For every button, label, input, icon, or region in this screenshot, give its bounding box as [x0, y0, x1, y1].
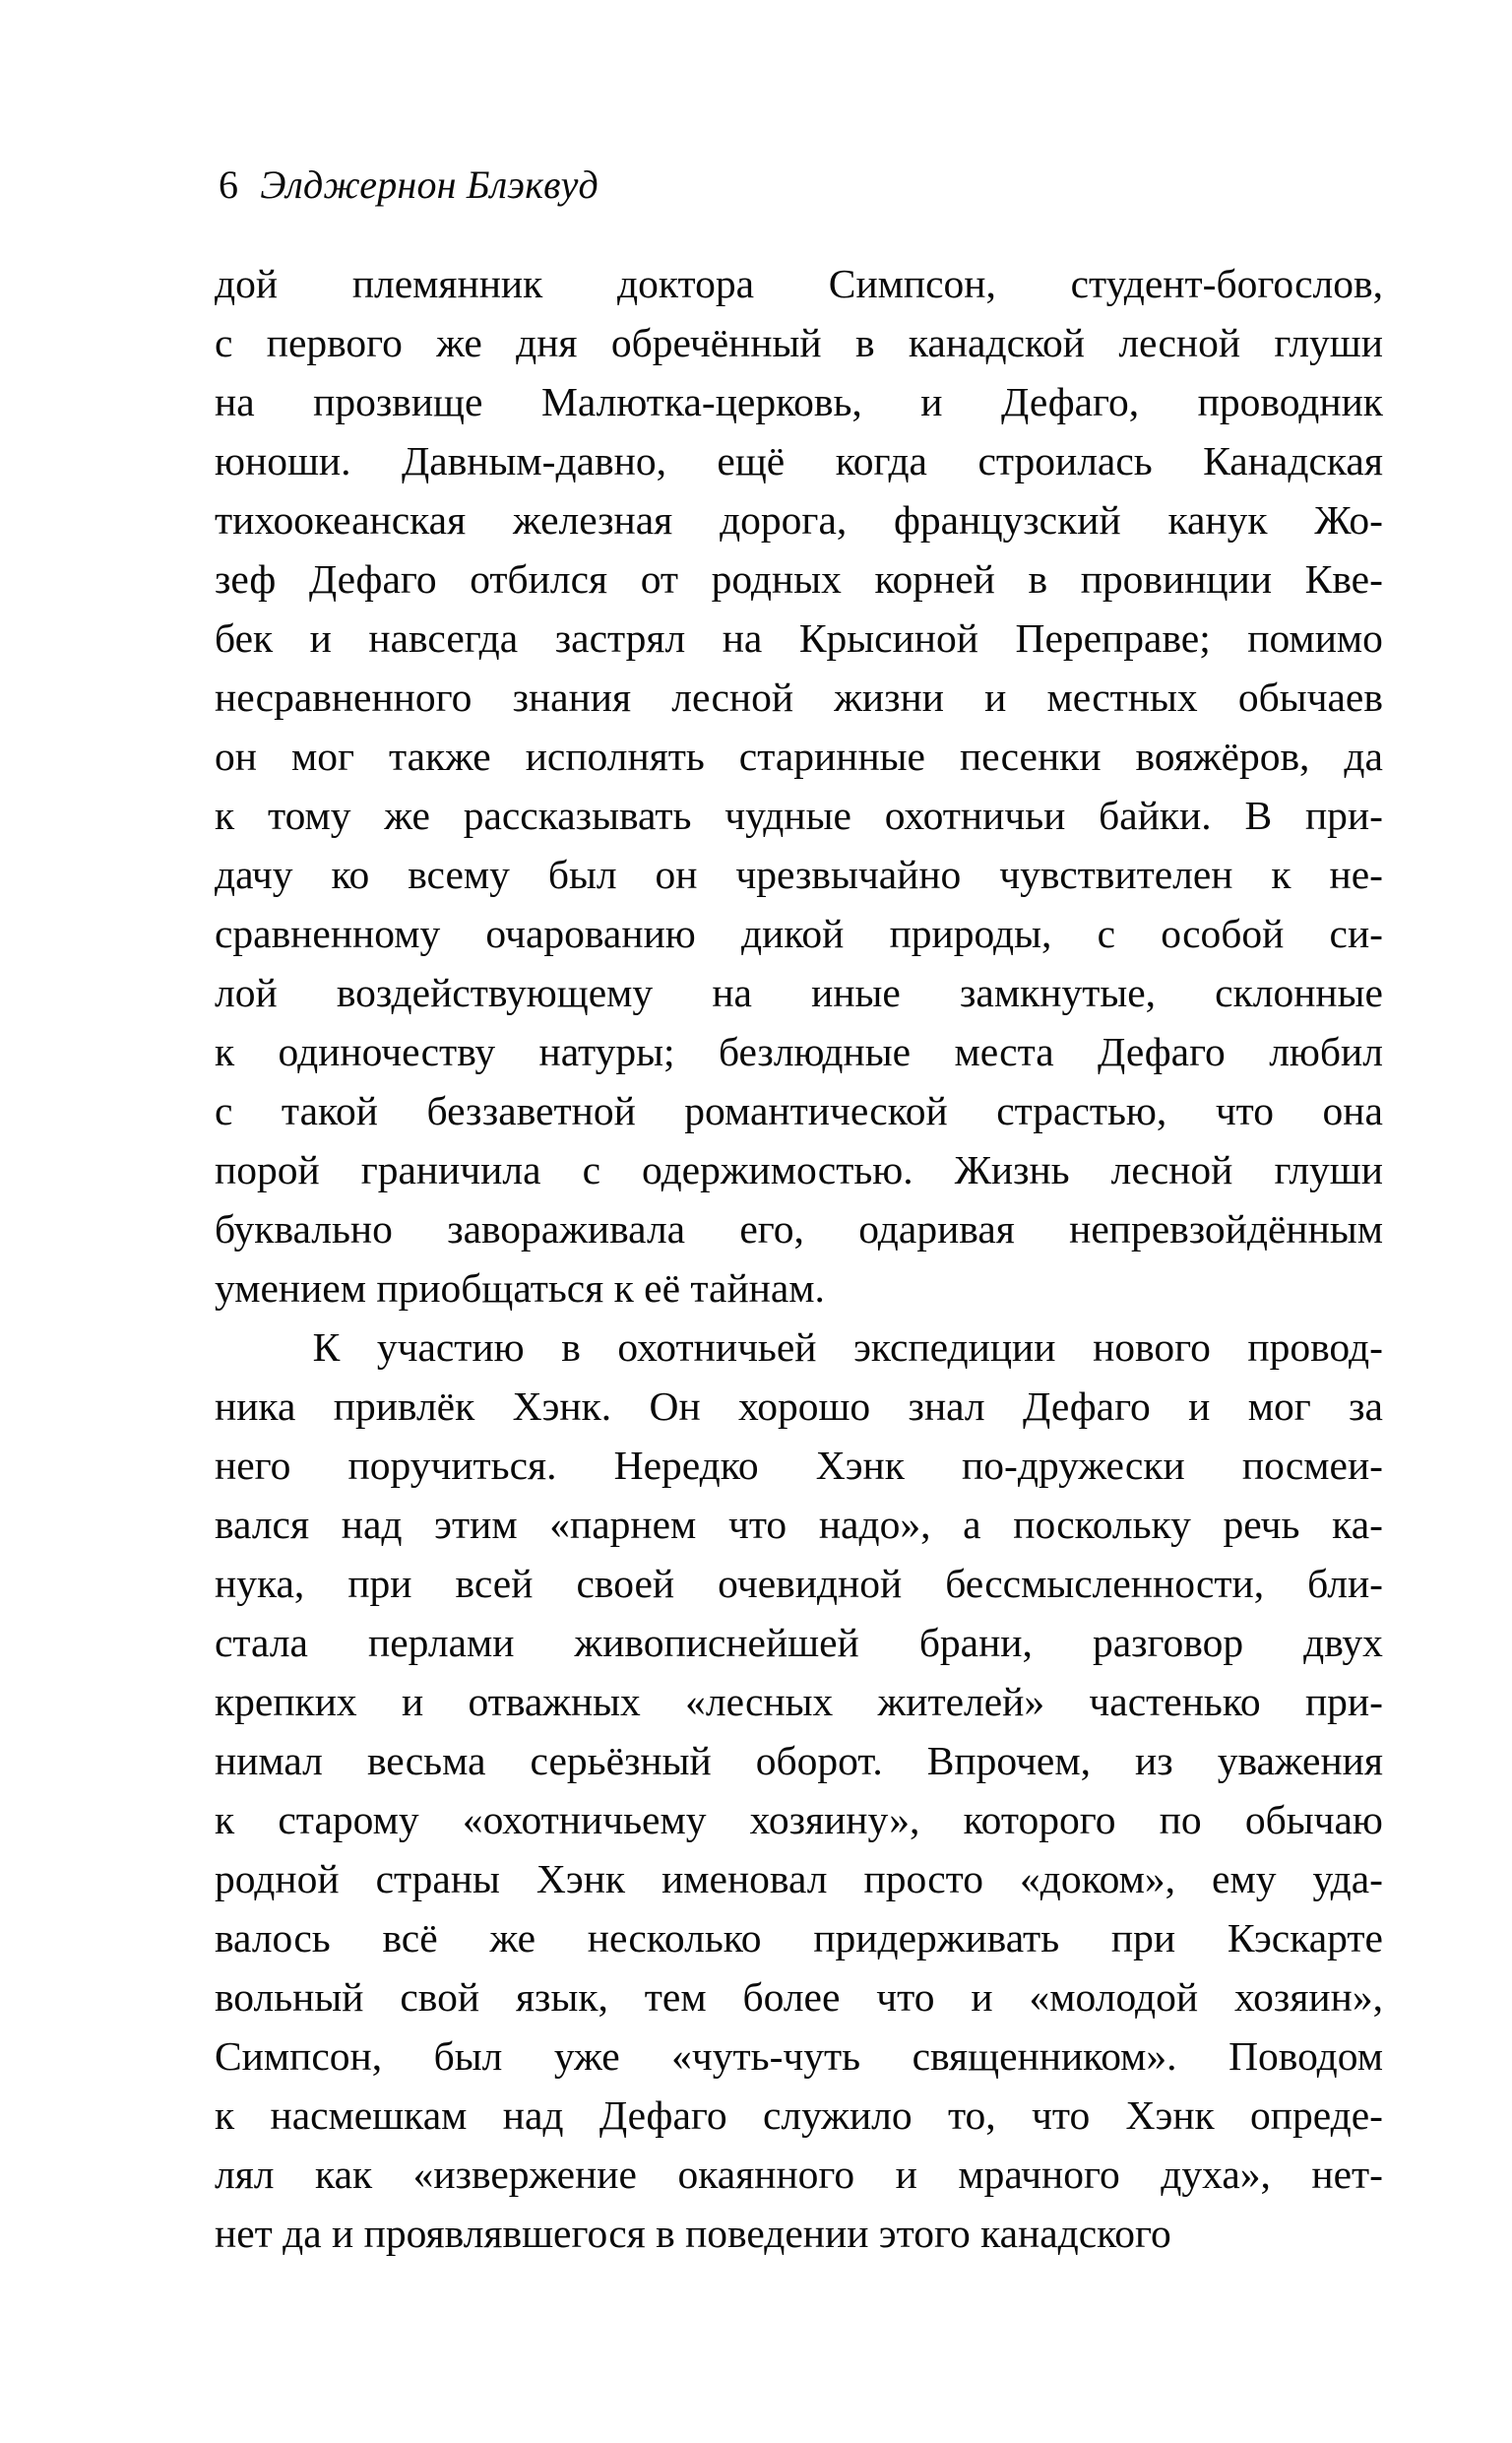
- word: окаянного: [677, 2152, 855, 2197]
- text-line: [215, 549, 1383, 609]
- word: брани,: [918, 1620, 1033, 1665]
- word: лесной: [671, 675, 794, 720]
- word: порой: [215, 1147, 320, 1192]
- word: прозвище: [313, 379, 483, 424]
- word: Дефаго: [1023, 1383, 1151, 1429]
- word: язык,: [515, 1974, 608, 2020]
- word: и: [309, 615, 332, 661]
- word: что: [1032, 2092, 1091, 2138]
- word: и: [401, 1679, 424, 1724]
- word: за: [1349, 1383, 1383, 1429]
- word: дня: [516, 320, 578, 365]
- word: поручиться.: [347, 1443, 557, 1488]
- text-line: [215, 1672, 1383, 1731]
- word: а: [963, 1502, 981, 1547]
- word: в: [854, 320, 875, 365]
- word: лесной: [1110, 1147, 1233, 1192]
- word: замкнутые,: [960, 970, 1157, 1015]
- word: был: [547, 852, 617, 897]
- word: Жизнь: [954, 1147, 1070, 1192]
- word: отважных: [468, 1679, 641, 1724]
- word: при: [347, 1561, 412, 1606]
- text-line: [215, 1554, 1383, 1613]
- word: канук: [1167, 497, 1268, 543]
- word: иные: [811, 970, 901, 1015]
- word: зеф: [215, 556, 277, 602]
- word: к: [215, 1029, 235, 1074]
- text-line: [215, 1318, 1383, 1377]
- word: придерживать: [813, 1915, 1060, 1961]
- word: экспедиции: [853, 1324, 1056, 1370]
- text-line: [215, 1790, 1383, 1849]
- text-line: [215, 727, 1383, 786]
- word: обычаев: [1237, 675, 1383, 720]
- word: граничила: [360, 1147, 541, 1192]
- text-line: умением приобщаться к её тайнам.: [215, 1265, 825, 1311]
- word: надо»,: [818, 1502, 931, 1547]
- word: непревзойдённым: [1069, 1206, 1383, 1252]
- word: В: [1244, 793, 1273, 838]
- word: опреде-: [1250, 2092, 1383, 2138]
- word: «чуть-чуть: [671, 2033, 861, 2079]
- word: и: [895, 2152, 917, 2197]
- word: хорошо: [738, 1383, 871, 1429]
- text-line: [215, 1199, 1383, 1258]
- word: юноши.: [215, 438, 351, 483]
- running-head: [219, 162, 1383, 207]
- word: нука,: [215, 1561, 305, 1606]
- word: более: [742, 1974, 841, 2020]
- word: «парнем: [549, 1502, 697, 1547]
- word: перлами: [368, 1620, 515, 1665]
- word: Симпсон,: [215, 2033, 383, 2079]
- word: просто: [863, 1856, 983, 1901]
- word: строилась: [977, 438, 1153, 483]
- paragraph: [215, 254, 1383, 1318]
- text-line: [215, 786, 1383, 845]
- text-line: [215, 2145, 1383, 2204]
- word: с: [215, 1088, 233, 1133]
- word: он: [655, 852, 698, 897]
- paragraph-indent: [215, 1318, 276, 1377]
- word: обычаю: [1244, 1797, 1383, 1842]
- word: натуры;: [538, 1029, 675, 1074]
- word: мог: [290, 734, 354, 779]
- word: при-: [1304, 1679, 1383, 1724]
- word: Впрочем,: [926, 1738, 1091, 1783]
- word: Хэнк: [1125, 2092, 1215, 2138]
- word: был: [433, 2033, 503, 2079]
- word: Переправе;: [1015, 615, 1211, 661]
- body-text: [215, 254, 1383, 2263]
- word: то,: [947, 2092, 996, 2138]
- word: хозяину»,: [749, 1797, 920, 1842]
- word: живописнейшей: [574, 1620, 859, 1665]
- text-line: [215, 1436, 1383, 1495]
- word: как: [315, 2152, 373, 2197]
- word: вался: [215, 1502, 310, 1547]
- word: хозяин»,: [1234, 1974, 1383, 2020]
- word: доктора: [617, 261, 755, 306]
- word: знания: [512, 675, 632, 720]
- word: которого: [963, 1797, 1116, 1842]
- word: серьёзный: [530, 1738, 712, 1783]
- text-line: [215, 490, 1383, 549]
- word: ка-: [1332, 1502, 1383, 1547]
- word: проводник: [1197, 379, 1383, 424]
- word: страстью,: [996, 1088, 1167, 1133]
- word: всей: [455, 1561, 534, 1606]
- word: одержимостью.: [642, 1147, 914, 1192]
- word: двух: [1303, 1620, 1383, 1665]
- word: из: [1135, 1738, 1173, 1783]
- word: к: [1271, 852, 1292, 897]
- word: тихоокеанская: [215, 497, 467, 543]
- word: ему: [1212, 1856, 1277, 1901]
- word: нимал: [215, 1738, 323, 1783]
- word: канадской: [908, 320, 1086, 365]
- word: на: [712, 970, 752, 1015]
- word: по-дружески: [962, 1443, 1185, 1488]
- text-column: [215, 162, 1383, 2263]
- word: безлюдные: [718, 1029, 912, 1074]
- word: над: [341, 1502, 403, 1547]
- text-line: [215, 1377, 1383, 1436]
- word: нового: [1093, 1324, 1211, 1370]
- word: насмешкам: [270, 2092, 468, 2138]
- text-line: [215, 1908, 1383, 1967]
- word: и: [984, 675, 1007, 720]
- word: железная: [512, 497, 673, 543]
- word: очарованию: [485, 911, 696, 956]
- word: нет-: [1311, 2152, 1383, 2197]
- word: вояжёров,: [1135, 734, 1310, 779]
- word: мог: [1247, 1383, 1311, 1429]
- running-head-author: Элджернон Блэквуд: [260, 162, 598, 207]
- word: священником».: [912, 2033, 1177, 2079]
- word: когда: [835, 438, 927, 483]
- word: «лесных: [685, 1679, 834, 1724]
- word: по: [1159, 1797, 1202, 1842]
- word: этим: [434, 1502, 518, 1547]
- word: одиночеству: [278, 1029, 496, 1074]
- word: охотничьи: [884, 793, 1066, 838]
- word: дорога,: [720, 497, 848, 543]
- word: старинные: [738, 734, 925, 779]
- word: что: [727, 1502, 788, 1547]
- word: К: [312, 1324, 341, 1370]
- word: также: [388, 734, 491, 779]
- word: мрачного: [958, 2152, 1120, 2197]
- word: байки.: [1099, 793, 1212, 838]
- text-line: [215, 1731, 1383, 1790]
- word: она: [1322, 1088, 1383, 1133]
- text-line: [215, 1081, 1383, 1140]
- word: Дефаго,: [1001, 379, 1140, 424]
- text-line: [215, 609, 1383, 668]
- word: частенько: [1089, 1679, 1261, 1724]
- word: стала: [215, 1620, 308, 1665]
- word: весьма: [366, 1738, 486, 1783]
- word: тем: [644, 1974, 707, 2020]
- word: Малютка-церковь,: [540, 379, 862, 424]
- word: родных: [711, 556, 842, 602]
- word: Поводом: [1228, 2033, 1383, 2079]
- word: при-: [1304, 793, 1383, 838]
- word: жизни: [834, 675, 944, 720]
- page-folio-number: 6: [219, 162, 239, 207]
- word: «извержение: [412, 2152, 637, 2197]
- word: что: [1215, 1088, 1275, 1133]
- word: буквально: [215, 1206, 393, 1252]
- word: дой: [215, 261, 279, 306]
- text-line: [215, 431, 1383, 490]
- word: оборот.: [755, 1738, 883, 1783]
- word: навсегда: [368, 615, 519, 661]
- word: завораживала: [447, 1206, 686, 1252]
- word: провод-: [1247, 1324, 1383, 1370]
- word: лял: [215, 2152, 275, 2197]
- text-line: [215, 1613, 1383, 1672]
- word: Он: [649, 1383, 701, 1429]
- word: помимо: [1247, 615, 1383, 661]
- word: знал: [908, 1383, 985, 1429]
- word: Кэскарте: [1227, 1915, 1383, 1961]
- word: Хэнк.: [512, 1383, 612, 1429]
- word: исполнять: [525, 734, 705, 779]
- word: же: [384, 793, 430, 838]
- word: уже: [553, 2033, 620, 2079]
- word: «молодой: [1029, 1974, 1199, 2020]
- word: свой: [400, 1974, 480, 2020]
- word: несколько: [587, 1915, 762, 1961]
- word: всему: [408, 852, 510, 897]
- word: страны: [375, 1856, 500, 1901]
- word: застрял: [554, 615, 686, 661]
- word: крепких: [215, 1679, 357, 1724]
- word: и: [1188, 1383, 1211, 1429]
- word: Жо-: [1314, 497, 1383, 543]
- word: Дефаго: [1098, 1029, 1226, 1074]
- word: племянник: [351, 261, 543, 306]
- word: несравненного: [215, 675, 472, 720]
- word: ещё: [717, 438, 786, 483]
- word: обречённый: [610, 320, 822, 365]
- word: Кве-: [1304, 556, 1383, 602]
- word: Дефаго: [598, 2092, 727, 2138]
- word: же: [489, 1915, 536, 1961]
- word: что: [876, 1974, 935, 2020]
- word: местных: [1046, 675, 1198, 720]
- word: уда-: [1312, 1856, 1383, 1901]
- word: Дефаго: [308, 556, 437, 602]
- word: служило: [762, 2092, 913, 2138]
- word: ко: [331, 852, 370, 897]
- word: и: [920, 379, 943, 424]
- word: именовал: [662, 1856, 828, 1901]
- word: Крысиной: [798, 615, 978, 661]
- word: да: [1344, 734, 1383, 779]
- word: Симпсон,: [828, 261, 996, 306]
- text-line: [215, 372, 1383, 431]
- word: него: [215, 1443, 291, 1488]
- word: беззаветной: [426, 1088, 636, 1133]
- word: дикой: [741, 911, 845, 956]
- word: к: [215, 2092, 235, 2138]
- text-line: [215, 313, 1383, 372]
- word: своей: [576, 1561, 675, 1606]
- word: корней: [874, 556, 995, 602]
- word: очевидной: [718, 1561, 903, 1606]
- text-line: [215, 904, 1383, 963]
- word: родной: [215, 1856, 340, 1901]
- word: уважения: [1217, 1738, 1383, 1783]
- word: поскольку: [1013, 1502, 1191, 1547]
- word: сравненному: [215, 911, 441, 956]
- word: лой: [215, 970, 278, 1015]
- word: привлёк: [333, 1383, 475, 1429]
- word: рассказывать: [463, 793, 692, 838]
- word: Хэнк: [815, 1443, 905, 1488]
- word: валось: [215, 1915, 331, 1961]
- word: любил: [1269, 1029, 1383, 1074]
- word: чувствителен: [999, 852, 1233, 897]
- word: Нередко: [613, 1443, 759, 1488]
- word: романтической: [684, 1088, 948, 1133]
- word: старому: [278, 1797, 419, 1842]
- word: от: [640, 556, 679, 602]
- word: охотничьей: [617, 1324, 817, 1370]
- word: тому: [267, 793, 351, 838]
- word: всё: [382, 1915, 438, 1961]
- text-line: [215, 845, 1383, 904]
- word: разговор: [1092, 1620, 1244, 1665]
- word: си-: [1329, 911, 1383, 956]
- word: же: [436, 320, 482, 365]
- paragraph: [215, 1318, 1383, 2263]
- word: воздействующему: [336, 970, 654, 1015]
- word: отбился: [470, 556, 608, 602]
- word: с: [1097, 911, 1116, 956]
- word: его,: [739, 1206, 804, 1252]
- word: на: [215, 379, 255, 424]
- word: бек: [215, 615, 274, 661]
- word: природы,: [889, 911, 1052, 956]
- word: лесной: [1118, 320, 1241, 365]
- word: Хэнк: [536, 1856, 626, 1901]
- word: ника: [215, 1383, 296, 1429]
- text-line: нет да и проявлявшегося в поведении этого канадского: [215, 2211, 1171, 2256]
- word: на: [722, 615, 763, 661]
- word: в: [1028, 556, 1048, 602]
- word: бессмысленности,: [945, 1561, 1265, 1606]
- word: Давным-давно,: [401, 438, 666, 483]
- word: Канадская: [1203, 438, 1383, 483]
- word: с: [215, 320, 233, 365]
- word: чрезвычайно: [735, 852, 962, 897]
- text-line: [215, 1967, 1383, 2026]
- word: глуши: [1274, 1147, 1383, 1192]
- word: глуши: [1274, 320, 1383, 365]
- word: при: [1110, 1915, 1176, 1961]
- word: к: [215, 1797, 235, 1842]
- word: «доком»,: [1020, 1856, 1176, 1901]
- word: «охотничьему: [462, 1797, 707, 1842]
- text-line: [215, 1022, 1383, 1081]
- word: такой: [281, 1088, 378, 1133]
- word: песенки: [959, 734, 1102, 779]
- word: речь: [1223, 1502, 1300, 1547]
- text-line: [215, 1140, 1383, 1199]
- word: первого: [266, 320, 403, 365]
- word: он: [215, 734, 257, 779]
- word: участию: [376, 1324, 525, 1370]
- word: французский: [894, 497, 1121, 543]
- text-line: [215, 2086, 1383, 2145]
- word: особой: [1161, 911, 1285, 956]
- word: над: [502, 2092, 564, 2138]
- word: и: [971, 1974, 993, 2020]
- word: студент-богослов,: [1070, 261, 1383, 306]
- word: дачу: [215, 852, 293, 897]
- word: чудные: [724, 793, 851, 838]
- word: места: [954, 1029, 1054, 1074]
- text-line: [215, 2026, 1383, 2086]
- word: жителей»: [877, 1679, 1045, 1724]
- word: провинции: [1080, 556, 1273, 602]
- word: с: [582, 1147, 600, 1192]
- word: к: [215, 793, 235, 838]
- word: вольный: [215, 1974, 364, 2020]
- text-line: [215, 1495, 1383, 1554]
- word: посмеи-: [1241, 1443, 1383, 1488]
- word: одаривая: [858, 1206, 1015, 1252]
- word: в: [561, 1324, 581, 1370]
- text-line: [215, 254, 1383, 313]
- word: не-: [1329, 852, 1383, 897]
- word: духа»,: [1161, 2152, 1271, 2197]
- text-line: [215, 668, 1383, 727]
- word: склонные: [1215, 970, 1383, 1015]
- text-line: [215, 963, 1383, 1022]
- word: бли-: [1307, 1561, 1383, 1606]
- text-line: [215, 1849, 1383, 1908]
